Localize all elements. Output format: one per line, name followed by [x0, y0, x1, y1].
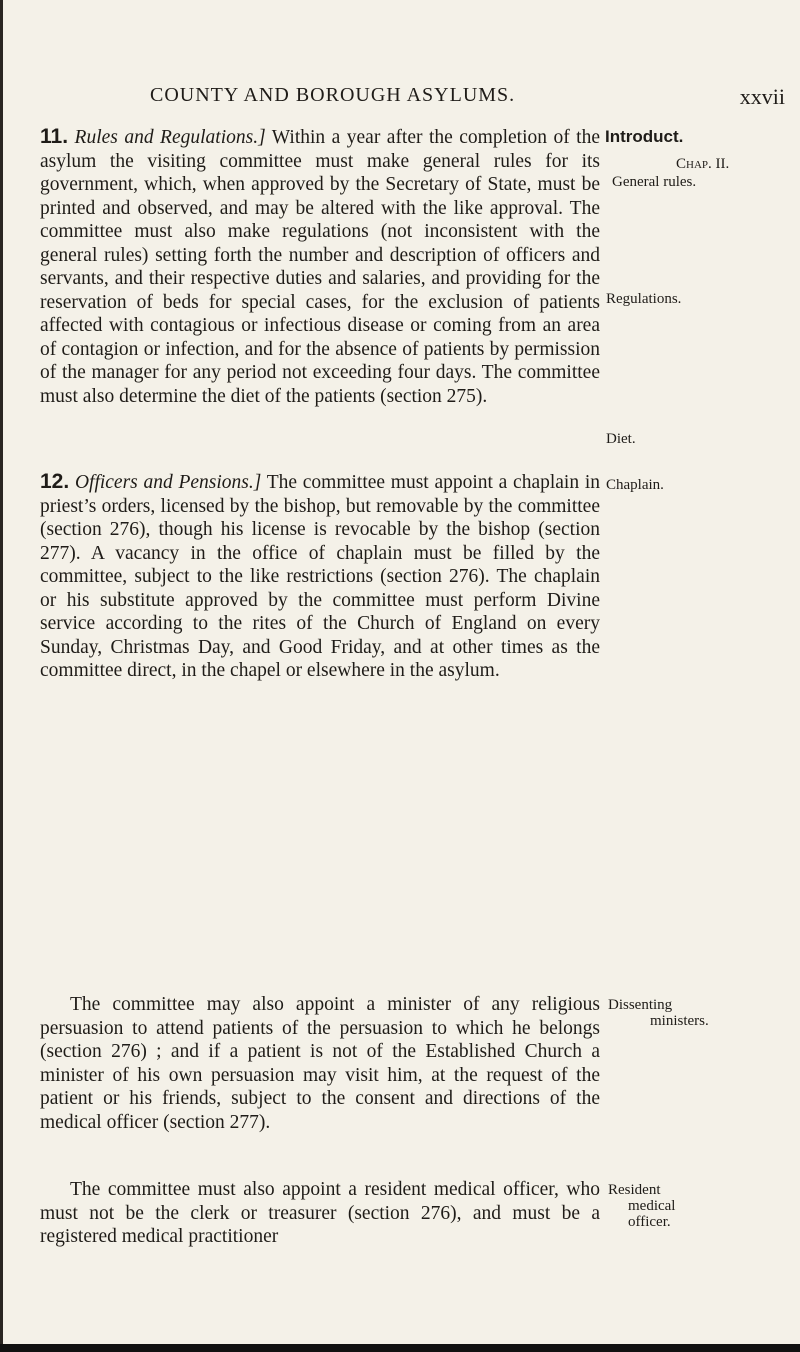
- margin-note-dissenting-1: Dissenting: [608, 997, 673, 1013]
- margin-note-resident-2: medical: [628, 1198, 676, 1214]
- paragraph-medical-officer: The committee must also appoint a resident medical officer, who must not be the clerk or treasurer (section 276), and must be a registered medical practitioner: [40, 1179, 600, 1247]
- margin-note-resident-1: Resident: [608, 1182, 661, 1198]
- page-bottom-rule: [0, 1344, 800, 1352]
- paragraph-text: The committee must appoint a chaplain in priest’s orders, licensed by the bishop, but removable by the committee (section 276), though his license is revocable by the bishop (section 277). A vacancy in the office of chaplain must be filled by the committee, subject to the like restrictions (section 276). The chaplain or his substitute approved by the committee must perform Divine service according to the rites of the Church of England on every Sunday, Christmas Day, and Good Friday, and at other times as the committee direct, in the chapel or elsewhere in the asylum.: [40, 472, 600, 681]
- page-edge: [0, 0, 3, 1352]
- margin-note-dissenting-2: ministers.: [650, 1013, 709, 1029]
- page-number: xxvii: [739, 84, 785, 109]
- margin-note-general-rules: General rules.: [612, 174, 697, 190]
- paragraph-ministers: The committee may also appoint a minister of any religious persuasion to attend patients of the persuasion to which he belongs (section 276) ; and if a patient is not of the Established Church a minister of his own persuasion may visit him, at the request of the patient or his friends, subject to the consent and directions of the medical officer (section 277).: [40, 994, 600, 1133]
- paragraph-rules-and-regulations: [40, 125, 600, 408]
- section-number: 11.: [40, 125, 69, 148]
- paragraph-text: Within a year after the completion of the asylum the visiting committee must make general rules for its government, which, when approved by the Secretary of State, must be printed and observed, and may be altered with the like approval. The committee must also make regulations (not inconsistent with the general rules) setting forth the number and description of officers and servants, and their respective duties and salaries, and providing for the reservation of beds for special cases, for the exclusion of patients affected with contagious or infectious disease or coming from an area of contagion or infection, and for the absence of patients by permission of the manager for any period not exceeding four days. The committee must also determine the diet of the patients (section 275).: [40, 127, 601, 407]
- margin-note-introduct: Introduct.: [605, 127, 684, 146]
- margin-note-diet: Diet.: [606, 431, 636, 447]
- page-header: [0, 84, 800, 114]
- section-title: Officers and Pensions.]: [74, 472, 262, 493]
- section-title: Rules and Regulations.]: [74, 127, 266, 148]
- margin-note-regulations: Regulations.: [606, 291, 682, 307]
- margin-note-resident-3: officer.: [628, 1214, 671, 1230]
- margin-note-chaplain: Chaplain.: [606, 477, 664, 493]
- margin-note-chap: Chap. II.: [676, 156, 730, 172]
- running-head: COUNTY AND BOROUGH ASYLUMS.: [150, 84, 516, 106]
- paragraph-officers-and-pensions: [40, 470, 600, 683]
- section-number: 12.: [40, 470, 70, 493]
